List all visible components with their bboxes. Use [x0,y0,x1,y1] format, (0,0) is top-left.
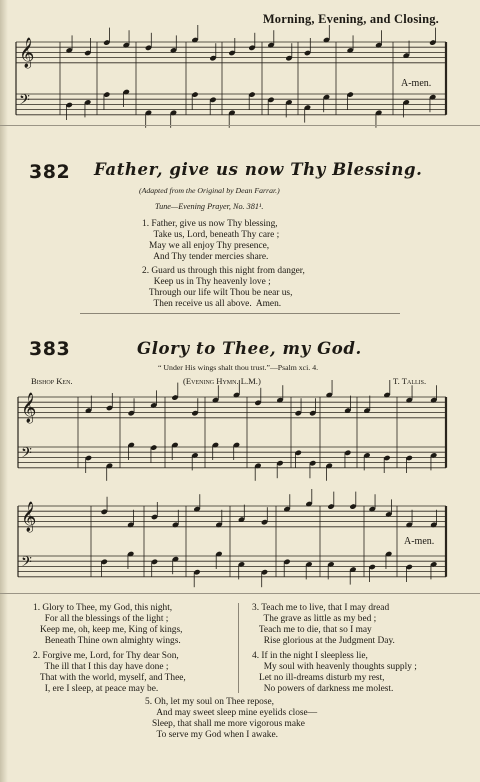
hymn-383-verse-2: 2. Forgive me, Lord, for Thy dear Son, The ill that I this day have done ; That with the world, myself, and Thee, I, ere I sleep, at peace may be. [33,651,186,695]
bass-clef-icon: 𝄢 [19,92,30,112]
music-system-top [0,32,480,162]
bass-clef-icon: 𝄢 [21,554,32,574]
hymn-383-amen: A-men. [404,536,435,547]
hymn-382-verse-2: 2. Guard us through this night from danger, Keep us in Thy heavenly love ; Through our life wilt Thou be near us, Then receive us all above. Amen. [142,266,305,310]
staff-2-1 [18,556,446,577]
hymn-383-verse-4: 4. If in the night I sleepless lie, My soul with heavenly thoughts supply ; Let no ill-dreams disturb my rest, No powers of darkness me molest. [252,651,417,695]
hymn-382-adapted: (Adapted from the Original by Dean Farrar.) [139,186,280,195]
music-system-383-a [0,388,480,498]
hymn-title-382: Father, give us now Thy Blessing. [94,160,423,179]
hymn-383-author: Bishop Ken. [31,376,73,386]
divider-bottom [0,593,480,594]
divider-mid [80,313,400,314]
bass-clef-icon: 𝄢 [21,445,32,465]
hymn-383-verse-5: 5. Oh, let my soul on Thee repose, And may sweet sleep mine eyelids close— Sleep, that shall me more vigorous make To serve my God when I awake. [145,697,318,741]
hymn-383-composer: T. Tallis. [393,376,427,386]
hymn-383-verse-3: 3. Teach me to live, that I may dread The grave as little as my bed ; Teach me to die, that so I may Rise glorious at the Judgment Day. [252,603,395,647]
verse-column-divider [238,603,239,693]
treble-clef-icon: 𝄞 [21,393,37,423]
hymn-382-tune: Tune—Evening Prayer, No. 381¹. [155,202,264,211]
top-amen: A-men. [401,78,432,89]
staff-1-1 [18,447,446,468]
divider-top [0,125,480,126]
hymn-number-382: 382 [29,161,71,183]
hymn-383-epigraph: “ Under His wings shalt thou trust.”—Psalm xci. 4. [158,363,319,372]
treble-clef-icon: 𝄞 [21,502,37,532]
page-header: Morning, Evening, and Closing. [262,12,439,26]
staff-1-0 [18,397,446,418]
music-system-383-b [0,496,480,606]
hymn-title-383: Glory to Thee, my God. [137,339,362,358]
hymn-383-verse-1: 1. Glory to Thee, my God, this night, For all the blessings of the light ; Keep me, oh, keep me, King of kings, Beneath Thine own almighty wings. [33,603,183,647]
hymn-number-383: 383 [29,338,71,360]
treble-clef-icon: 𝄞 [19,38,35,68]
hymn-383-tune: (Evening Hymn. L.M.) [183,376,261,386]
staff-2-0 [18,506,446,527]
hymn-382-verse-1: 1. Father, give us now Thy blessing, Take us, Lord, beneath Thy care ; May we all enjoy Thy presence, And Thy tender mercies share. [142,219,280,263]
